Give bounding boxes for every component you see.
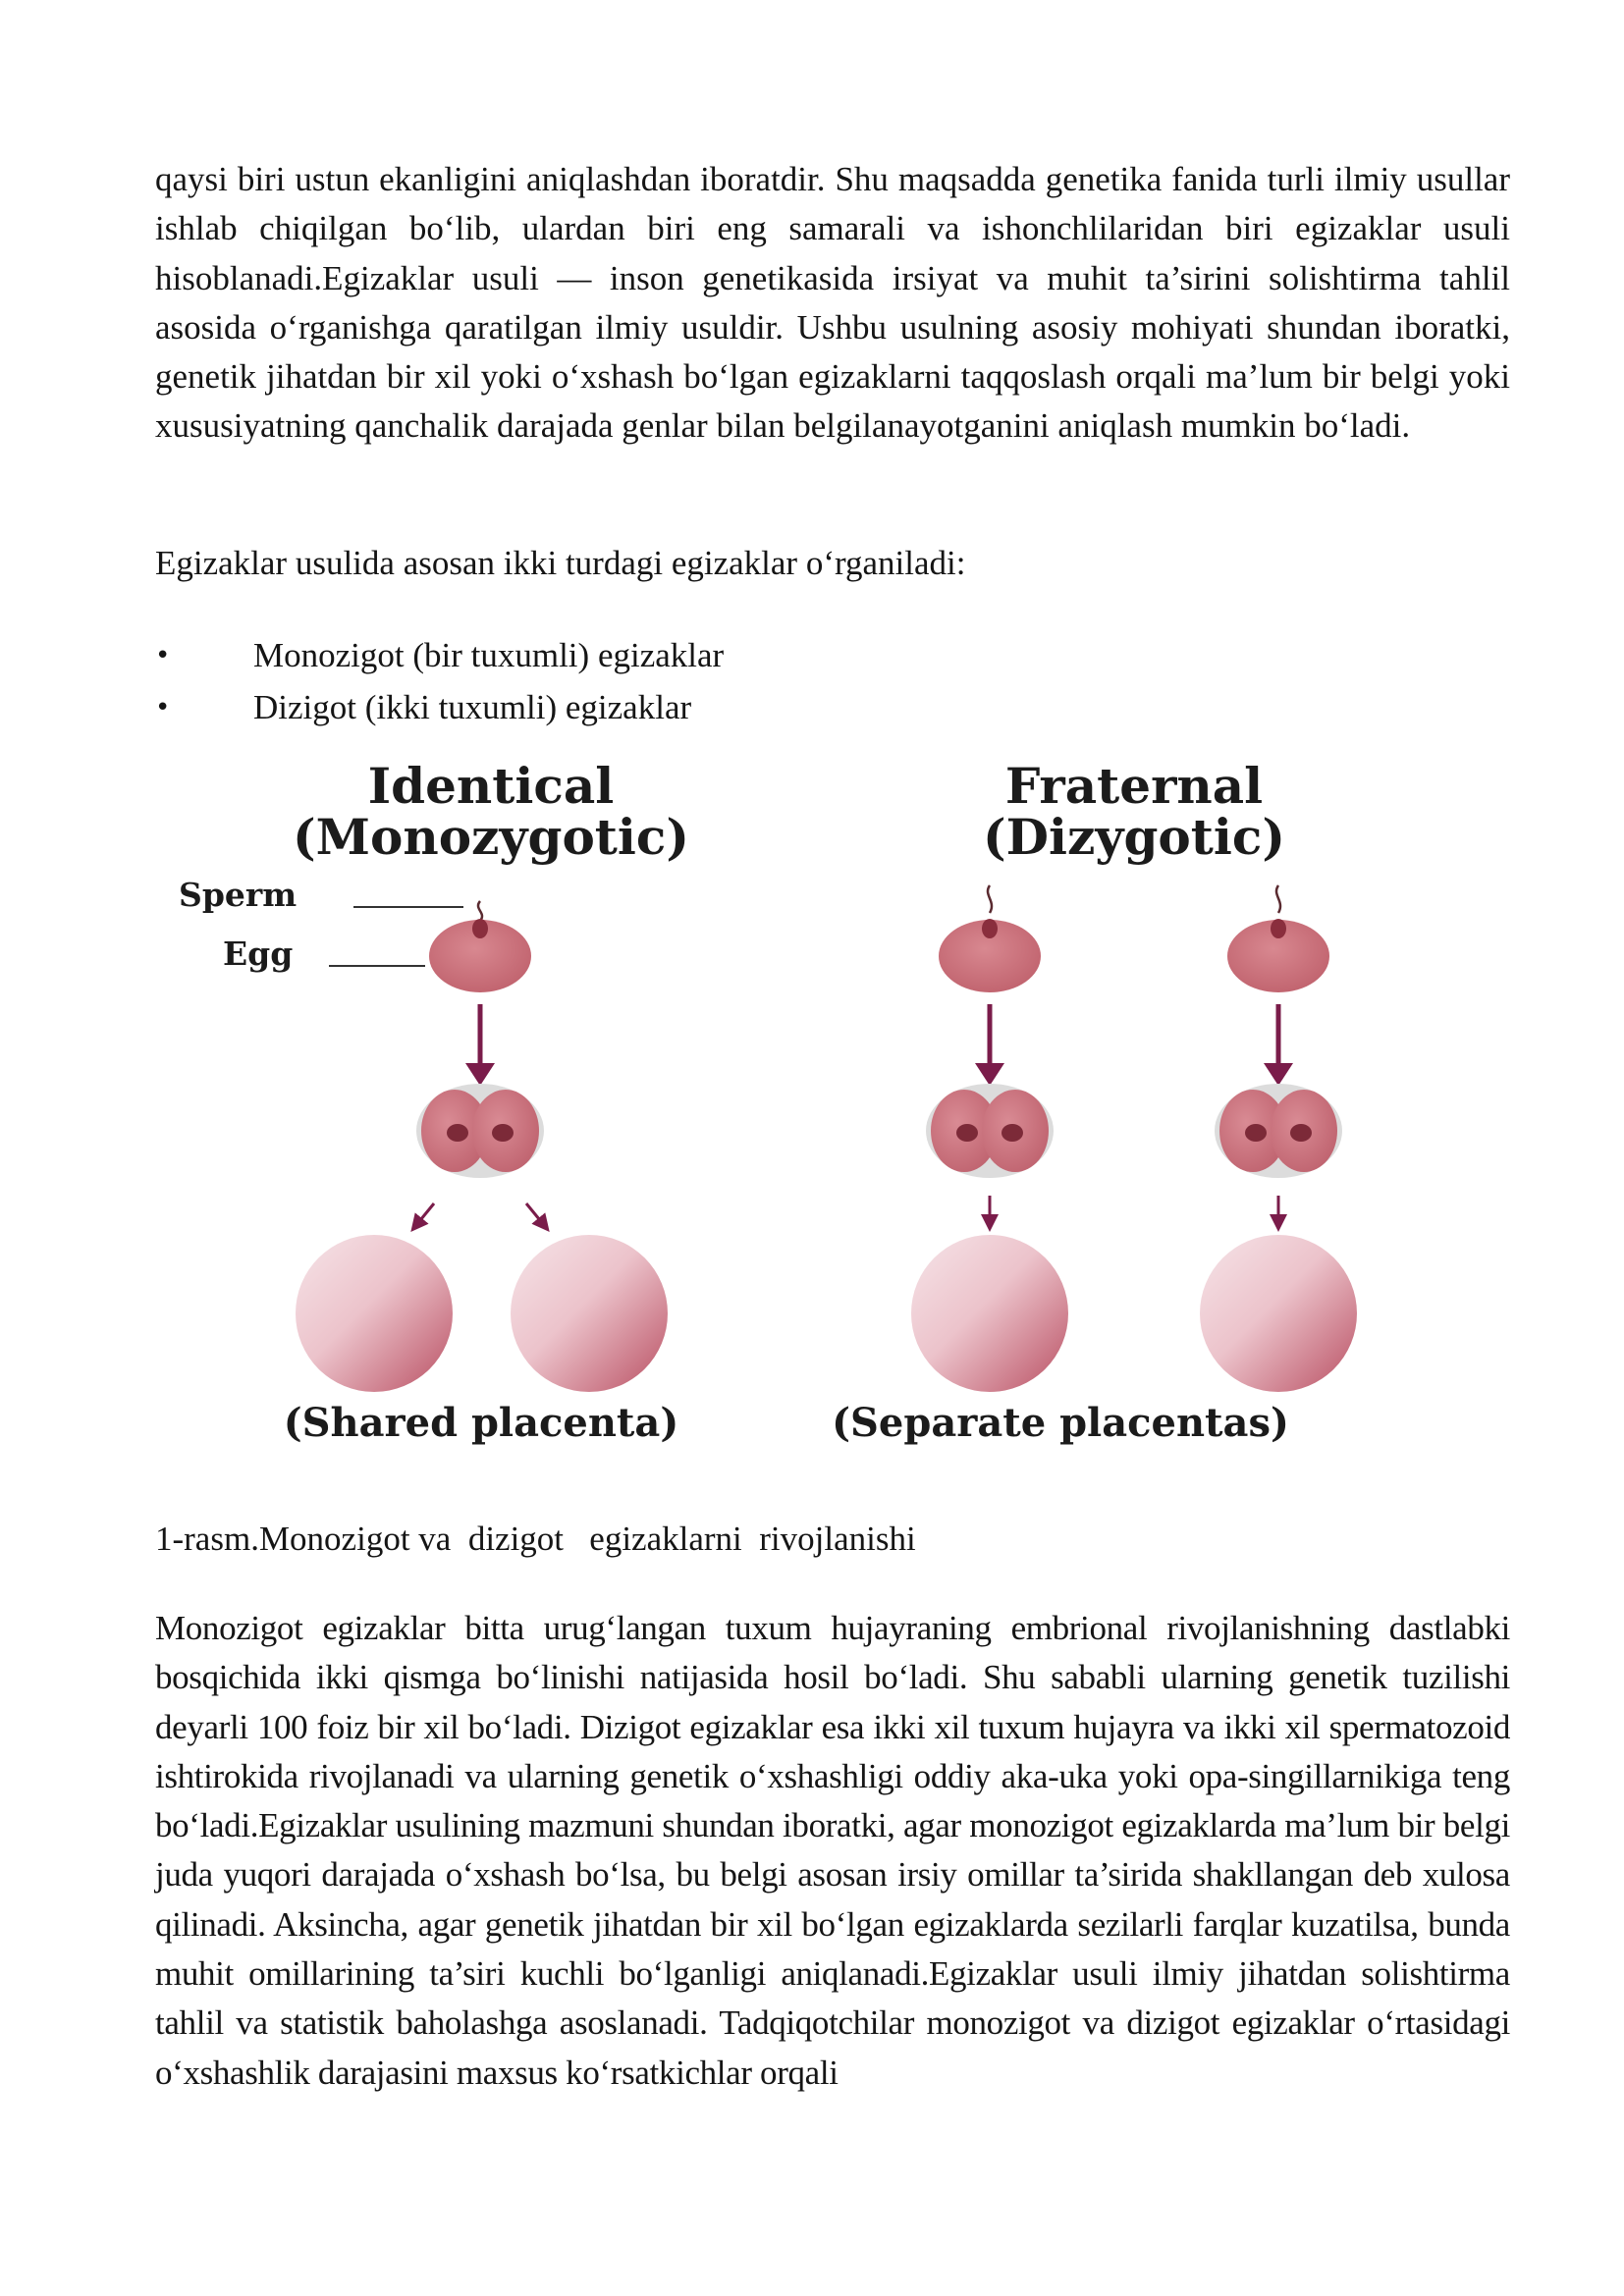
arrow-head — [1264, 1063, 1293, 1086]
placenta-left-1 — [296, 1235, 453, 1392]
left-title-line1: Identical — [367, 764, 615, 815]
monozygotic-two-cell-stage — [416, 1084, 544, 1178]
bullet-marker: • — [155, 641, 171, 670]
left-title-line2: (Monozygotic) — [292, 808, 690, 866]
right-caption: (Separate placentas) — [832, 1400, 1289, 1446]
list-item-text: Dizigot (ikki tuxumli) egizaklar — [253, 688, 692, 726]
arrow-head — [975, 1063, 1004, 1086]
list-item-text: Monozigot (bir tuxumli) egizaklar — [253, 636, 725, 674]
right-title-line2: (Dizygotic) — [983, 808, 1285, 866]
sperm-label: Sperm — [179, 876, 298, 914]
placenta-left-2 — [511, 1235, 668, 1392]
arrow-split-right — [526, 1203, 544, 1225]
paragraph-twin-types: Egizaklar usulida asosan ikki turdagi egizaklar o‘rganiladi: — [155, 544, 966, 582]
monozygotic-fertilized-egg — [429, 901, 531, 992]
dizygotic-two-cell-stage-2 — [1215, 1084, 1342, 1178]
egg-label: Egg — [223, 934, 294, 973]
dizygotic-two-cell-stage-1 — [926, 1084, 1054, 1178]
paragraph-intro: qaysi biri ustun ekanligini aniqlashdan iboratdir. Shu maqsadda genetika fanida turli ilmiy usullar ishlab chiqilgan bo‘lib, ulardan biri eng samarali va ishonchlilaridan biri egizaklar usuli hisoblanadi.Egizaklar usuli — inson genetikasida irsiyat va muhit ta’sirini solishtirma tahlil asosida o‘rganishga qaratilgan ilmiy usuldir. Ushbu usulning asosiy mohiyati shundan iboratki, genetik jihatdan bir xil yoki o‘xshash bo‘lgan egizaklarni taqqoslash orqali ma’lum bir belgi yoki xususiyatning qanchalik darajada genlar bilan belgilanayotganini aniqlash mumkin bo‘ladi. — [155, 160, 1510, 446]
paragraph-explanation: Monozigot egizaklar bitta urug‘langan tuxum hujayraning embrional rivojlanishning dastlabki bosqichida ikki qismga bo‘linishi natijasida hosil bo‘ladi. Shu sababli ularning genetik tuzilishi deyarli 100 foiz bir xil bo‘ladi. Dizigot egizaklar esa ikki xil tuxum hujayra va ikki xil spermatozoid ishtirokida rivojlanadi va ularning genetik o‘xshashligi oddiy aka-uka yoki opa-singillarnikiga teng bo‘ladi.Egizaklar usulining mazmuni shundan iboratki, agar monozigot egizaklarda ma’lum bir belgi juda yuqori darajada o‘xshash bo‘lsa, bu belgi asosan irsiy omillar ta’sirida shakllangan deb xulosa qilinadi. Aksincha, agar genetik jihatdan bir xil bo‘lgan egizaklarda sezilarli farqlar kuzatilsa, bunda muhit omillarining ta’siri kuchli bo‘lganligi aniqlanadi.Egizaklar usuli ilmiy jihatdan solishtirma tahlil va statistik baholashga asoslanadi. Tadqiqotchilar monozigot va dizigot egizaklar o‘rtasidagi o‘xshashlik darajasini maxsus ko‘rsatkichlar orqali — [155, 1609, 1510, 2092]
placenta-right-2 — [1200, 1235, 1357, 1392]
right-title-line1: Fraternal — [1004, 764, 1264, 815]
figure-caption: 1-rasm.Monozigot va dizigot egizaklarni rivojlanishi — [155, 1520, 916, 1558]
dizygotic-fertilized-egg-2 — [1227, 885, 1329, 992]
left-caption: (Shared placenta) — [283, 1400, 679, 1446]
bullet-marker: • — [155, 693, 171, 722]
twins-diagram — [157, 764, 1365, 1470]
dizygotic-fertilized-egg-1 — [939, 885, 1041, 992]
placenta-right-1 — [911, 1235, 1068, 1392]
arrow-split-left — [416, 1203, 434, 1225]
arrow-head — [465, 1063, 495, 1086]
